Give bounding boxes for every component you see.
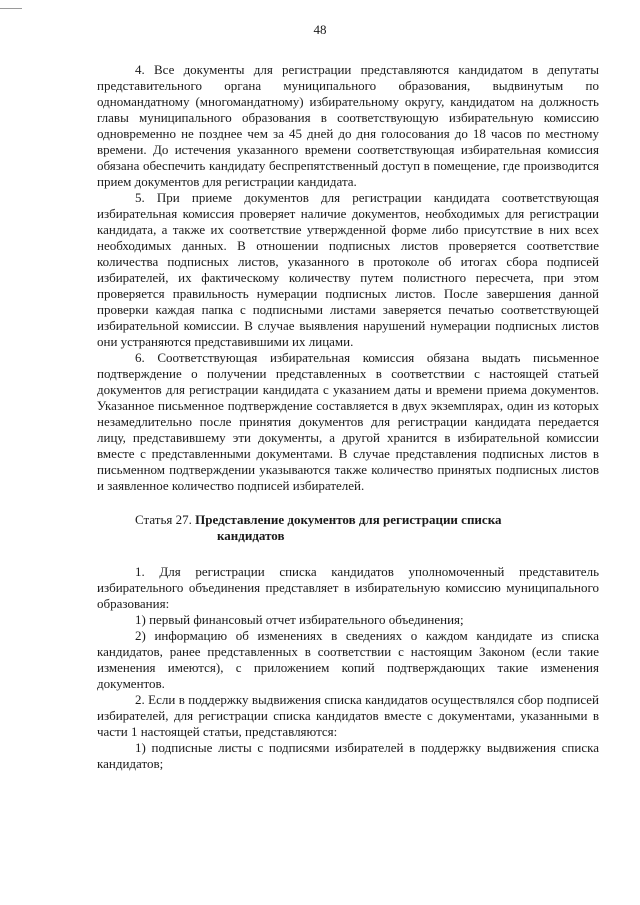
scan-corner-mark xyxy=(0,8,22,9)
article-list-item-2: 2) информацию об изменениях в сведениях о каждом кандидате из списка кандидатов, ранее представленных в соответствии с настоящим Законом (если такие изменения имеются), с приложением копий подтверждающих такие изменения документов. xyxy=(97,628,599,691)
document-body xyxy=(97,62,599,772)
paragraph-4: 4. Все документы для регистрации представляются кандидатом в депутаты представительного органа муниципального образования, выдвинутым по одномандатному (многомандатному) избирательному округу, кандидатом на должность главы муниципального образования в соответствующую избирательную комиссию одновременно не позднее чем за 45 дней до дня голосования до 18 часов по местному времени. До истечения указанного времени соответствующая избирательная комиссия обязана обеспечить кандидату беспрепятственный доступ в помещение, где производится прием документов для регистрации кандидата. xyxy=(97,62,599,189)
article-paragraph-2-item-1: 1) подписные листы с подписями избирателей в поддержку выдвижения списка кандидатов; xyxy=(97,740,599,771)
article-heading xyxy=(97,512,599,544)
paragraph-5: 5. При приеме документов для регистрации кандидата соответствующая избирательная комиссия проверяет наличие документов, необходимых для регистрации кандидата, а также их соответствие утвержденной форме либо присутствие в них всех необходимых данных. В отношении подписных листов проверяется соответствие количества подписных листов, указанного в протоколе об итогах сбора подписей избирателей, их фактическому количеству путем полистного пересчета, при этом проверяется правильность нумерации подписных листов. После завершения данной проверки каждая папка с подписными листами заверяется печатью соответствующей избирательной комиссии. В случае выявления нарушений нумерации подписных листов они устраняются представившими их лицами. xyxy=(97,190,599,349)
page-number: 48 xyxy=(313,22,327,37)
article-title-line-1: Представление документов для регистрации списка xyxy=(195,512,502,527)
article-paragraph-1: 1. Для регистрации списка кандидатов уполномоченный представитель избирательного объединения представляет в избирательную комиссию муниципального образования: xyxy=(97,564,599,611)
article-paragraph-2: 2. Если в поддержку выдвижения списка кандидатов осуществлялся сбор подписей избирателей, для регистрации списка кандидатов вместе с документами, указанными в части 1 настоящей статьи, представляются: xyxy=(97,692,599,739)
article-number: Статья 27. xyxy=(135,512,192,527)
paragraph-6: 6. Соответствующая избирательная комиссия обязана выдать письменное подтверждение о получении представленных в соответствии с настоящей статьей документов для регистрации кандидата с указанием даты и времени приема документов. Указанное письменное подтверждение составляется в двух экземплярах, один из которых незамедлительно после принятия документов для регистрации кандидата передается лицу, представившему эти документы, а другой хранится в избирательной комиссии вместе с представленными документами. В случае представления подписных листов в письменном подтверждении указываются также количество принятых подписных листов и заявленное количество подписей избирателей. xyxy=(97,350,599,493)
article-list-item-1: 1) первый финансовый отчет избирательного объединения; xyxy=(135,612,464,627)
article-title-line-2: кандидатов xyxy=(217,528,285,543)
